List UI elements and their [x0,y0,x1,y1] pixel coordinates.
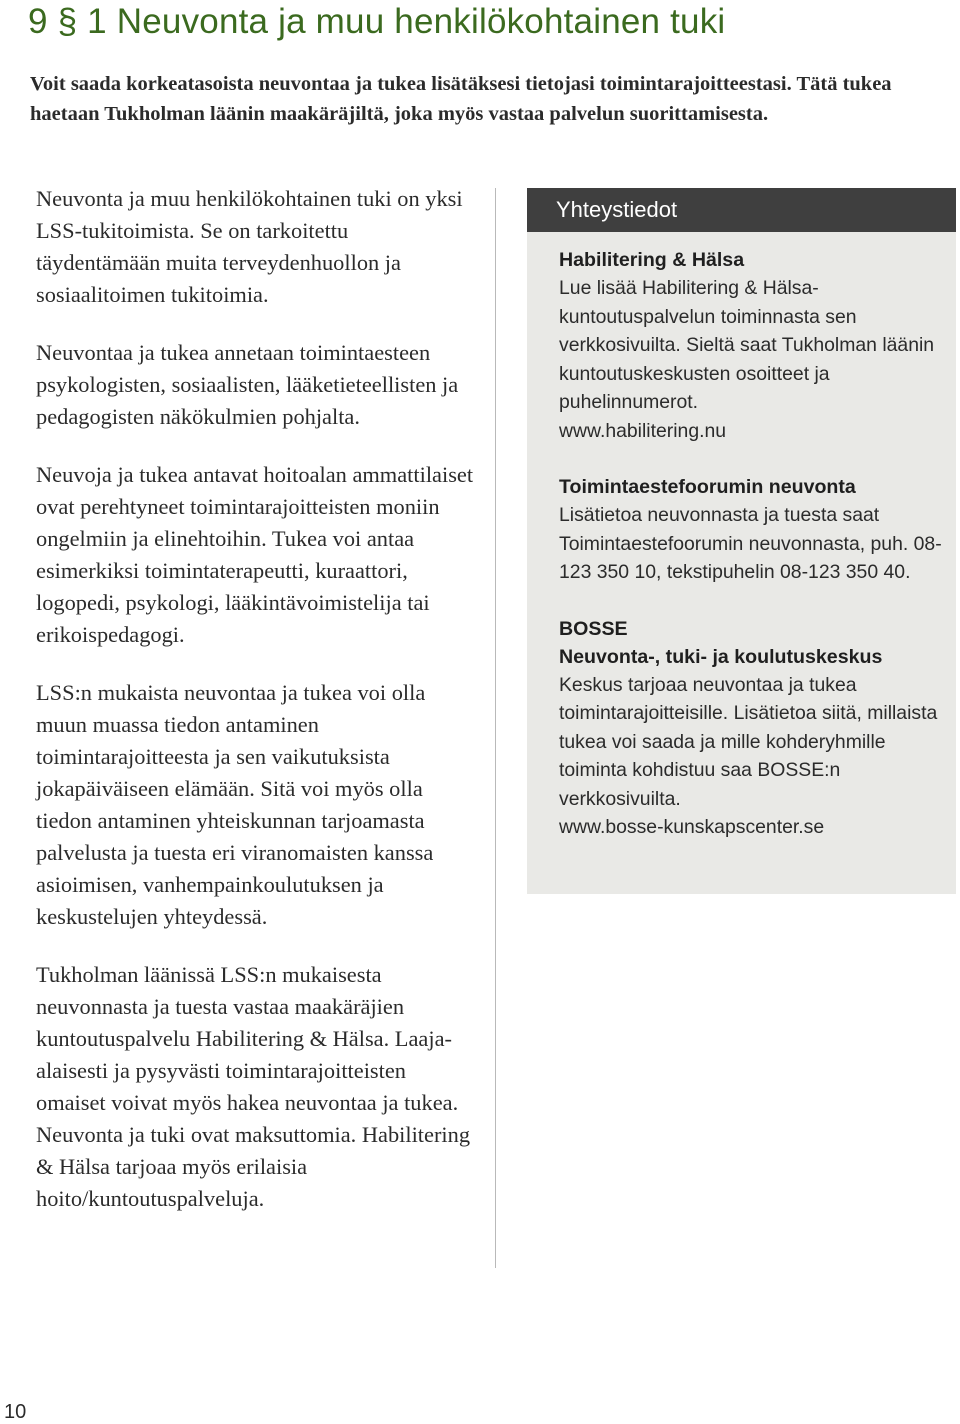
contact-section-habilitering [559,246,942,445]
contact-text-forum: Lisätietoa neuvonnasta ja tuesta saat Toimintaestefoorumin neuvonnasta, puh. 08-123 350 10, tekstipuhelin 08-123 350 40. [559,504,942,583]
body-paragraph-2: Neuvontaa ja tukea annetaan toimintaesteen psykologisten, sosiaalisten, lääketieteellisten ja pedagogisten näkökulmien pohjalta. [36,340,459,429]
bosse-url-link[interactable]: www.bosse-kunskapscenter.se [559,816,825,838]
contact-box-body [527,232,956,842]
body-paragraph-4: LSS:n mukaista neuvontaa ja tukea voi olla muun muassa tiedon antaminen toimintarajoitteesta ja sen vaikutuksista jokapäiväiseen elämään. Sitä voi myös olla tiedon antaminen yhteiskunnan tarjoamasta palvelusta ja tuesta eri viranomaisten kanssa asioimisen, vanhempainkoulutuksen ja keskustelujen yhteydessä. [36,680,434,929]
page-number: 10 [4,1401,27,1423]
contact-heading-bosse: BOSSE [559,617,628,640]
contact-section-bosse [559,615,942,842]
contact-section-forum [559,473,942,587]
body-paragraph-5: Tukholman läänissä LSS:n mukaisesta neuvonnasta ja tuesta vastaa maakäräjien kuntoutuspalvelu Habilitering & Hälsa. Laaja-alaisesti ja pysyvästi toimintarajoitteisten omaiset voivat myös hakea neuvontaa ja tukea. Neuvonta ja tuki ovat maksuttomia. Habilitering & Hälsa tarjoaa myös erilaisia hoito/kuntoutuspalveluja. [36,962,471,1211]
body-paragraph-3: Neuvoja ja tukea antavat hoitoalan ammattilaiset ovat perehtyneet toimintarajoitteisten moniin ongelmiin ja elinehtoihin. Tukea voi antaa esimerkiksi toimintaterapeutti, kuraattori, logopedi, psykologi, lääkintävoimistelija tai erikoispedagogi. [36,462,474,647]
contact-subheading-bosse: Neuvonta-, tuki- ja koulutuskeskus [559,645,883,668]
contact-heading-habilitering: Habilitering & Hälsa [559,249,745,271]
contact-box-header: Yhteystiedot [527,188,956,232]
contact-info-box [527,188,956,894]
body-paragraph-1: Neuvonta ja muu henkilökohtainen tuki on yksi LSS-tukitoimista. Se on tarkoitettu täydentämään muita terveydenhuollon ja sosiaalitoimen tukitoimia. [36,186,463,307]
main-column [36,183,476,1241]
contact-text-bosse: Keskus tarjoaa neuvontaa ja tukea toimintarajoitteisille. Lisätietoa siitä, millaista tukea voi saada ja mille kohderyhmille toiminta kohdistuu saa BOSSE:n verkkosivuilta. [559,673,938,810]
contact-heading-forum: Toimintaestefoorumin neuvonta [559,476,856,498]
page-title: 9 § 1 Neuvonta ja muu henkilökohtainen tuki [28,2,726,41]
habilitering-url-link[interactable]: www.habilitering.nu [559,419,727,442]
intro-paragraph: Voit saada korkeatasoista neuvontaa ja tukea lisätäksesi tietojasi toimintarajoitteestasi. Tätä tukea haetaan Tukholman läänin maakäräjiltä, joka myös vastaa palvelun suorittamisesta. [30,73,892,125]
contact-text-habilitering: Lue lisää Habilitering & Hälsa-kuntoutuspalvelun toiminnasta sen verkkosivuilta. Sieltä saat Tukholman läänin kuntoutuskeskusten osoitteet ja puhelinnumerot. [559,277,935,413]
column-divider [495,188,496,1268]
